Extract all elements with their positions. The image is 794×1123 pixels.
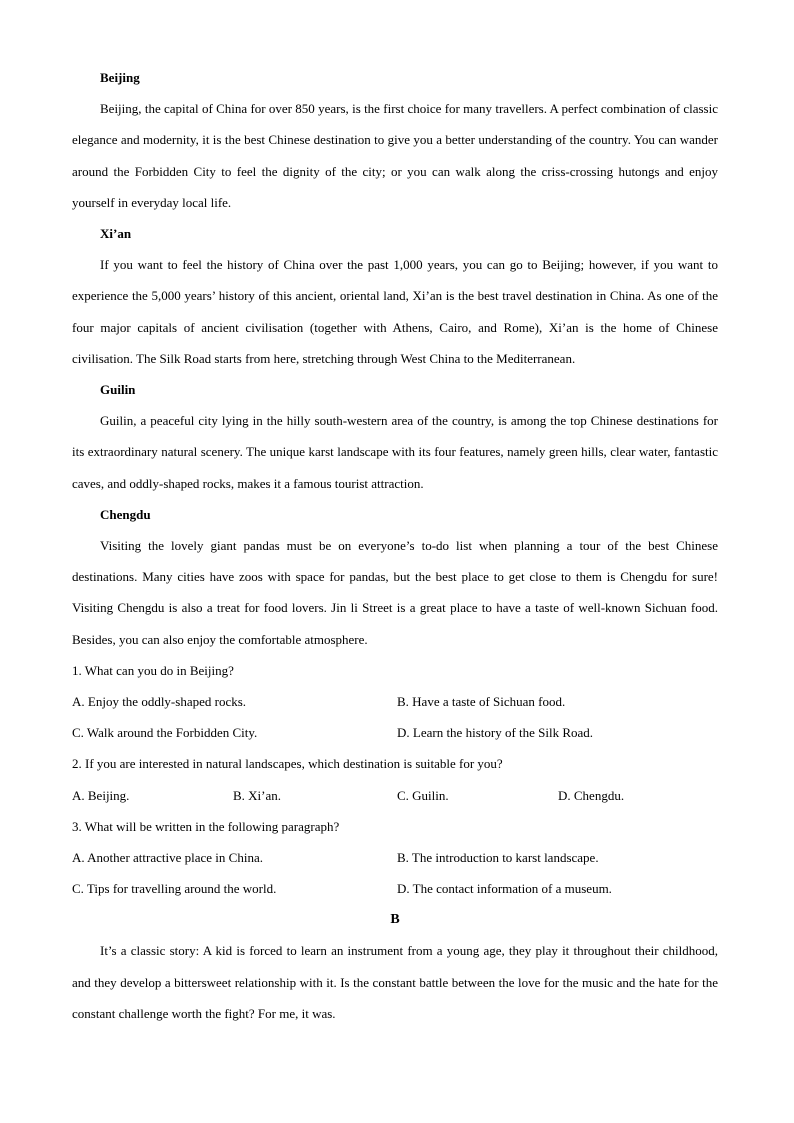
question-1-option-c: C. Walk around the Forbidden City. [72, 725, 258, 741]
question-3-option-c: C. Tips for travelling around the world. [72, 881, 277, 897]
passage-heading-chengdu: Chengdu [100, 506, 151, 522]
question-1-options [72, 686, 718, 748]
question-1-option-a: A. Enjoy the oddly-shaped rocks. [72, 694, 247, 710]
passage-text-chengdu: Visiting the lovely giant pandas must be on everyone’s to-do list when planning a tour of the best Chinese destinations. Many cities have zoos with space for pandas, but the best place to get close to them is Chengdu for sure! Visiting Chengdu is also a treat for food lovers. Jin li Street is a great place to have a taste of well-known Sichuan food. Besides, you can also enjoy the comfortable atmosphere. [72, 538, 718, 647]
question-1-option-d: D. Learn the history of the Silk Road. [397, 725, 594, 741]
question-3-option-a: A. Another attractive place in China. [72, 850, 263, 866]
passage-text-guilin: Guilin, a peaceful city lying in the hilly south-western area of the country, is among the top Chinese destinations for its extraordinary natural scenery. The unique karst landscape with its four features, namely green hills, clear water, fantastic caves, and oddly-shaped rocks, makes it a famous tourist attraction. [72, 413, 718, 491]
question-3-option-b: B. The introduction to karst landscape. [397, 850, 599, 866]
passage-text-xian: If you want to feel the history of China over the past 1,000 years, you can go to Beijing; however, if you want to experience the 5,000 years’ history of this ancient, oriental land, Xi’an is the best travel destination in China. As one of the four major capitals of ancient civilisation (together with Athens, Cairo, and Rome), Xi’an is the home of Chinese civilisation. The Silk Road starts from here, stretching through West China to the Mediterranean. [72, 257, 718, 366]
section-b-text: It’s a classic story: A kid is forced to learn an instrument from a young age, they play it throughout their childhood, and they develop a bittersweet relationship with it. Is the constant battle between the love for the music and the hate for the constant challenge worth the fight? For me, it was. [72, 943, 718, 1021]
question-2-stem: 2. If you are interested in natural landscapes, which destination is suitable for you? [72, 756, 503, 772]
passage-heading-guilin: Guilin [100, 382, 136, 398]
document-page [72, 62, 718, 1029]
passage-heading-xian: Xi’an [100, 226, 132, 242]
question-2-options [72, 780, 718, 811]
question-3-stem: 3. What will be written in the following paragraph? [72, 818, 340, 834]
question-2-option-c: C. Guilin. [397, 787, 449, 803]
section-b-title: B [390, 912, 400, 928]
question-1-stem: 1. What can you do in Beijing? [72, 662, 234, 678]
question-2-option-d: D. Chengdu. [558, 787, 625, 803]
passage-heading-beijing: Beijing [100, 70, 140, 85]
question-3-options [72, 842, 718, 904]
question-1-option-b: B. Have a taste of Sichuan food. [397, 694, 566, 710]
passage-text-beijing: Beijing, the capital of China for over 850 years, is the first choice for many travellers. A perfect combination of classic elegance and modernity, it is the best Chinese destination to give you a better understanding of the country. You can wander around the Forbidden City to feel the dignity of the city; or you can walk along the criss-crossing hutongs and enjoy yourself in everyday local life. [72, 101, 718, 210]
question-2-option-a: A. Beijing. [72, 787, 130, 803]
question-3-option-d: D. The contact information of a museum. [397, 881, 612, 897]
question-2-option-b: B. Xi’an. [233, 787, 282, 803]
